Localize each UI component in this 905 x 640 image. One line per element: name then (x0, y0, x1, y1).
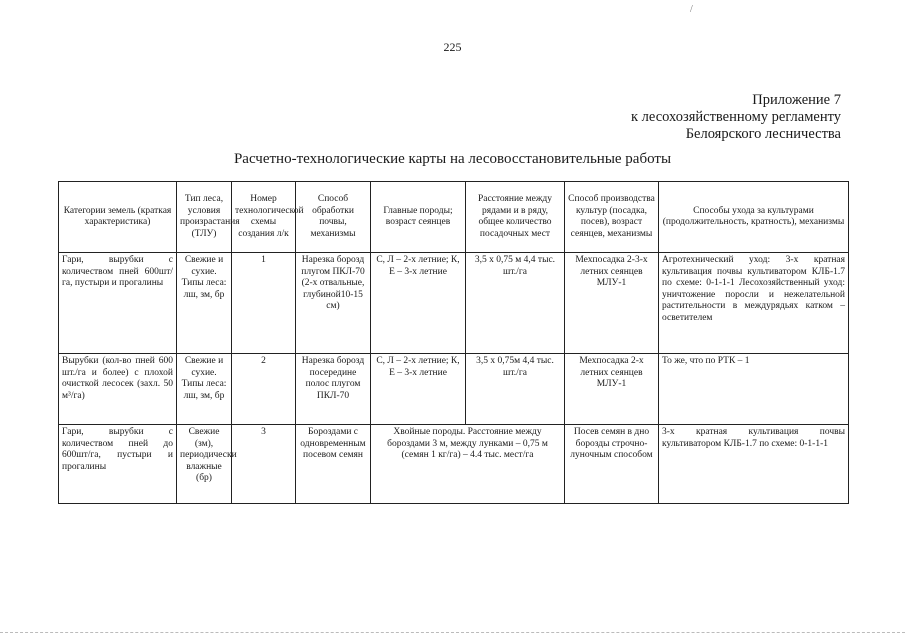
technology-cards-table (58, 181, 849, 504)
scan-mark-top: / (690, 4, 693, 15)
appendix-line-3: Белоярского лесничества (685, 126, 841, 142)
cell-species-spacing: Хвойные породы. Расстояние между бороздами 3 м, между лунками – 0,75 м (семян 1 кг/га) – 4.4 тыс. мест/га (371, 425, 565, 504)
table-row (59, 354, 849, 425)
cell-soil-treatment: Нарезка борозд плугом ПКЛ-70 (2-х отвальные, глубиной10-15 см) (296, 253, 371, 354)
cell-planting-method: Мехпосадка 2-х летних сеянцев МЛУ-1 (565, 354, 659, 425)
header-care-methods: Способы ухода за культурами (продолжительность, кратность), механизмы (659, 182, 849, 253)
cell-planting-method: Посев семян в дно борозды строчно-луночным способом (565, 425, 659, 504)
header-spacing: Расстояние между рядами и в ряду, общее количество посадочных мест (466, 182, 565, 253)
appendix-line-1: Приложение 7 (752, 92, 841, 108)
cell-forest-type: Свежие и сухие. Типы леса: лш, зм, бр (177, 354, 232, 425)
cell-soil-treatment: Бороздами с одновременным посевом семян (296, 425, 371, 504)
cell-care-methods: 3-х кратная культивация почвы культиватором КЛБ-1.7 по схеме: 0-1-1-1 (659, 425, 849, 504)
header-forest-type: Тип леса, условия произрастания (ТЛУ) (177, 182, 232, 253)
header-category: Категории земель (краткая характеристика) (59, 182, 177, 253)
cell-forest-type: Свежие (зм), периодически влажные (бр) (177, 425, 232, 504)
cell-scheme-number: 1 (232, 253, 296, 354)
header-scheme-number: Номер технологической схемы создания л/к (232, 182, 296, 253)
table-row (59, 253, 849, 354)
cell-scheme-number: 3 (232, 425, 296, 504)
page-number: 225 (443, 40, 462, 54)
cell-forest-type: Свежие и сухие. Типы леса: лш, зм, бр (177, 253, 232, 354)
cell-category: Гари, вырубки с количеством пней 600шт/га, пустыри и прогалины (59, 253, 177, 354)
cell-category: Вырубки (кол-во пней 600 шт./га и более) с плохой очисткой лесосек (захл. 50 м³/га) (59, 354, 177, 425)
cell-spacing: 3,5 х 0,75 м 4,4 тыс. шт./га (466, 253, 565, 354)
cell-species: С, Л – 2-х летние; К, Е – 3-х летние (371, 354, 466, 425)
cell-scheme-number: 2 (232, 354, 296, 425)
appendix-line-2: к лесохозяйственному регламенту (631, 109, 841, 125)
cell-species: С, Л – 2-х летние; К, Е – 3-х летние (371, 253, 466, 354)
cell-soil-treatment: Нарезка борозд посередине полос плугом ПКЛ-70 (296, 354, 371, 425)
table-row (59, 425, 849, 504)
cell-care-methods: То же, что по РТК – 1 (659, 354, 849, 425)
scan-edge-line (0, 632, 905, 633)
header-species: Главные породы; возраст сеянцев (371, 182, 466, 253)
cell-care-methods: Агротехнический уход: 3-х кратная культивация почвы культиватором КЛБ-1.7 по схеме: 0-1-1-1 Лесохозяйственный уход: уничтожение поросли и нежелательной растительности в междурядьях катком – осветителем (659, 253, 849, 354)
appendix-note (631, 92, 841, 143)
header-soil-treatment: Способ обработки почвы, механизмы (296, 182, 371, 253)
header-planting-method: Способ производства культур (посадка, посев), возраст сеянцев, механизмы (565, 182, 659, 253)
table-header-row (59, 182, 849, 253)
cell-planting-method: Мехпосадка 2-3-х летних сеянцев МЛУ-1 (565, 253, 659, 354)
cell-category: Гари, вырубки с количеством пней до 600шт/га, пустыри и прогалины (59, 425, 177, 504)
document-title: Расчетно-технологические карты на лесовосстановительные работы (233, 151, 672, 167)
cell-spacing: 3,5 х 0,75м 4,4 тыс. шт./га (466, 354, 565, 425)
